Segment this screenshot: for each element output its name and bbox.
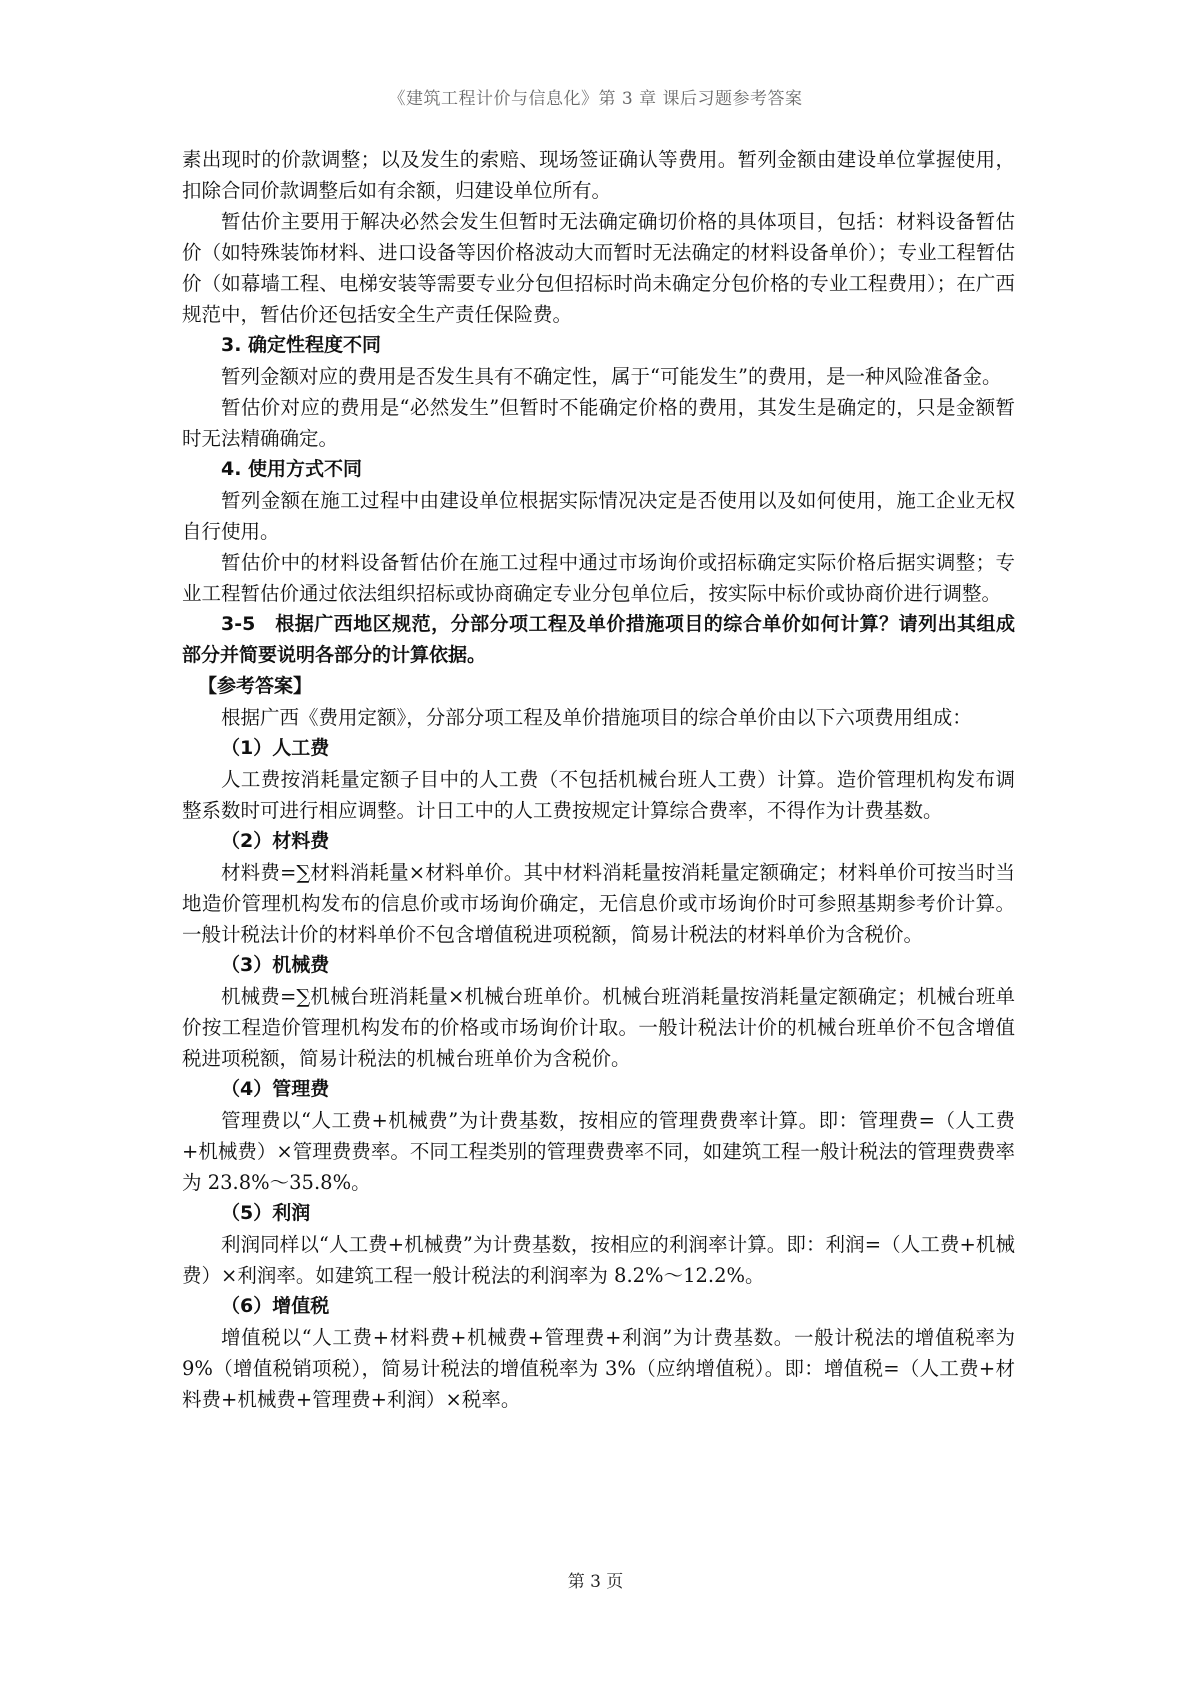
section-heading: 3. 确定性程度不同 (221, 334, 382, 356)
paragraph: 素出现时的价款调整；以及发生的索赔、现场签证确认等费用。暂列金额由建设单位掌握使用，扣除合同价款调整后如有余额，归建设单位所有。 (182, 148, 1015, 202)
paragraph: 材料费=∑材料消耗量×材料单价。其中材料消耗量按消耗量定额确定；材料单价可按当时当地造价管理机构发布的信息价或市场询价确定，无信息价或市场询价时可参照基期参考价计算。一般计税法计价的材料单价不包含增值税进项税额，简易计税法的材料单价为含税价。 (182, 861, 1015, 946)
question-text: 3-5 根据广西地区规范，分部分项工程及单价措施项目的综合单价如何计算？请列出其组成部分并简要说明各部分的计算依据。 (182, 613, 1015, 666)
subsection-heading: （1）人工费 (221, 737, 330, 759)
paragraph: 增值税以“人工费+材料费+机械费+管理费+利润”为计费基数。一般计税法的增值税率为 9%（增值税销项税），简易计税法的增值税率为 3%（应纳增值税）。即：增值税=（人工费+材料费+机械费+管理费+利润）×税率。 (182, 1326, 1015, 1411)
subsection-heading: （2）材料费 (221, 830, 330, 852)
paragraph: 人工费按消耗量定额子目中的人工费（不包括机械台班人工费）计算。造价管理机构发布调整系数时可进行相应调整。计日工中的人工费按规定计算综合费率，不得作为计费基数。 (182, 768, 1015, 822)
answer-label: 【参考答案】 (198, 675, 313, 697)
document-body (182, 144, 1015, 1415)
paragraph: 根据广西《费用定额》，分部分项工程及单价措施项目的综合单价由以下六项费用组成： (221, 706, 972, 729)
running-header: 《建筑工程计价与信息化》第 3 章 课后习题参考答案 (388, 89, 803, 109)
paragraph: 机械费=∑机械台班消耗量×机械台班单价。机械台班消耗量按消耗量定额确定；机械台班单价按工程造价管理机构发布的价格或市场询价计取。一般计税法计价的机械台班单价不包含增值税进项税额，简易计税法的机械台班单价为含税价。 (182, 985, 1015, 1070)
page-number: 第 3 页 (567, 1572, 624, 1592)
subsection-heading: （5）利润 (221, 1202, 311, 1224)
paragraph: 暂列金额对应的费用是否发生具有不确定性，属于“可能发生”的费用，是一种风险准备金。 (221, 365, 1002, 388)
section-heading: 4. 使用方式不同 (221, 458, 363, 480)
subsection-heading: （3）机械费 (221, 954, 330, 976)
paragraph: 暂估价中的材料设备暂估价在施工过程中通过市场询价或招标确定实际价格后据实调整；专业工程暂估价通过依法组织招标或协商确定专业分包单位后，按实际中标价或协商价进行调整。 (182, 551, 1015, 605)
subsection-heading: （6）增值税 (221, 1295, 330, 1317)
paragraph: 暂列金额在施工过程中由建设单位根据实际情况决定是否使用以及如何使用，施工企业无权自行使用。 (182, 489, 1015, 543)
paragraph: 暂估价对应的费用是“必然发生”但暂时不能确定价格的费用，其发生是确定的，只是金额暂时无法精确确定。 (182, 396, 1015, 450)
subsection-heading: （4）管理费 (221, 1078, 330, 1100)
paragraph: 利润同样以“人工费+机械费”为计费基数，按相应的利润率计算。即：利润=（人工费+机械费）×利润率。如建筑工程一般计税法的利润率为 8.2%～12.2%。 (182, 1233, 1015, 1287)
paragraph: 管理费以“人工费+机械费”为计费基数，按相应的管理费费率计算。即：管理费=（人工费+机械费）×管理费费率。不同工程类别的管理费费率不同，如建筑工程一般计税法的管理费费率为 23.8%～35.8%。 (182, 1109, 1015, 1194)
paragraph: 暂估价主要用于解决必然会发生但暂时无法确定确切价格的具体项目，包括：材料设备暂估价（如特殊装饰材料、进口设备等因价格波动大而暂时无法确定的材料设备单价）；专业工程暂估价（如幕墙工程、电梯安装等需要专业分包但招标时尚未确定分包价格的专业工程费用）；在广西规范中，暂估价还包括安全生产责任保险费。 (182, 210, 1015, 326)
